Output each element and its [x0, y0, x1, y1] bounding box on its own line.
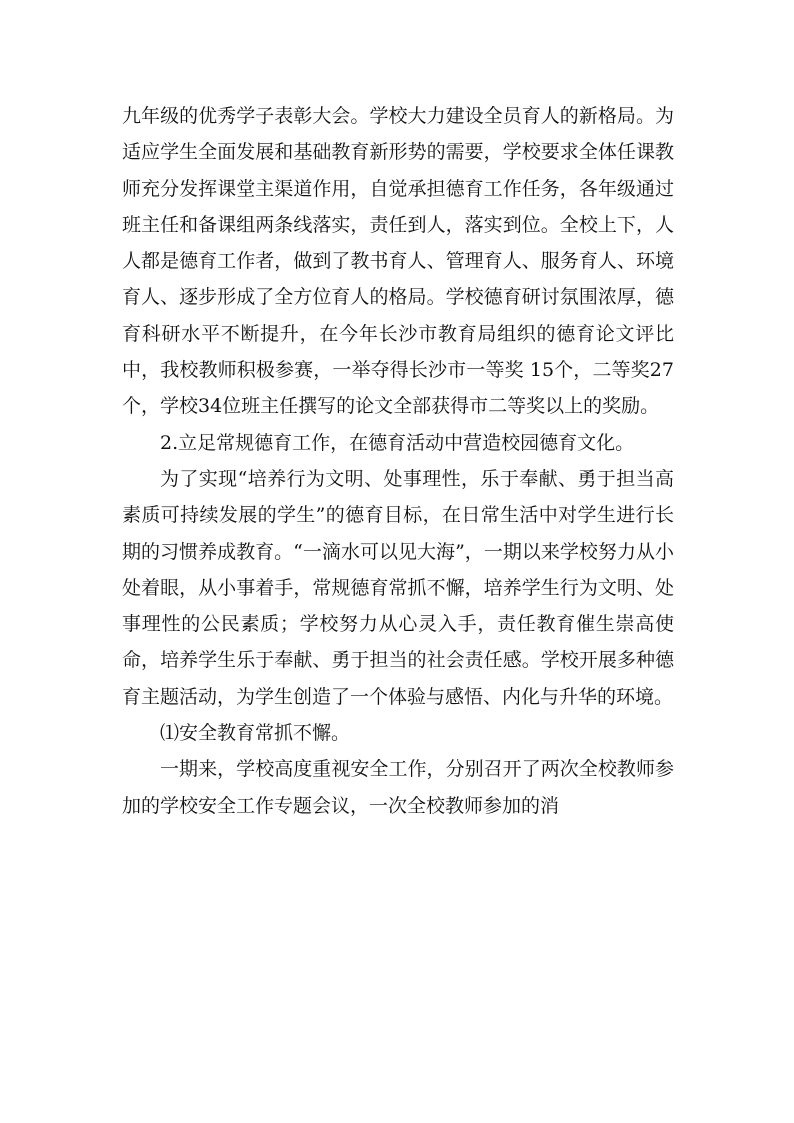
section-heading: 2.立足常规德育工作，在德育活动中营造校园德育文化。 [160, 431, 635, 454]
subsection-heading: ⑴安全教育常抓不懈。 [160, 722, 351, 745]
paragraph-goal: 为了实现“培养行为文明、处事理性，乐于奉献、勇于担当高素质可持续发展的学生”的德育目标，在日常生活中对学生进行长期的习惯养成教育。“一滴水可以见大海”，一期以来学校努力从小处着眼，从小事着手，常规德育常抓不懈，培养学生行为文明、处事理性的公民素质；学校努力从心灵入手，责任教育催生崇高使命，培养学生乐于奉献、勇于担当的社会责任感。学校开展多种德育主题活动，为学生创造了一个体验与感悟、内化与升华的环境。 [122, 467, 674, 708]
paragraph-safety: 一期来，学校高度重视安全工作，分别召开了两次全校教师参加的学校安全工作专题会议，一次全校教师参加的消 [122, 758, 674, 817]
paragraph-continuation: 九年级的优秀学子表彰大会。学校大力建设全员育人的新格局。为适应学生全面发展和基础教育新形势的需要，学校要求全体任课教师充分发挥课堂主渠道作用，自觉承担德育工作任务，各年级通过班主任和备课组两条线落实，责任到人，落实到位。全校上下，人人都是德育工作者，做到了教书育人、管理育人、服务育人、环境育人、逐步形成了全方位育人的格局。学校德育研讨氛围浓厚，德育科研水平不断提升，在今年长沙市教育局组织的德育论文评比中，我校教师积极参赛，一举夺得长沙市一等奖 15个，二等奖27 个，学校34位班主任撰写的论文全部获得市二等奖以上的奖励。 [122, 105, 674, 418]
document-body [122, 98, 674, 824]
